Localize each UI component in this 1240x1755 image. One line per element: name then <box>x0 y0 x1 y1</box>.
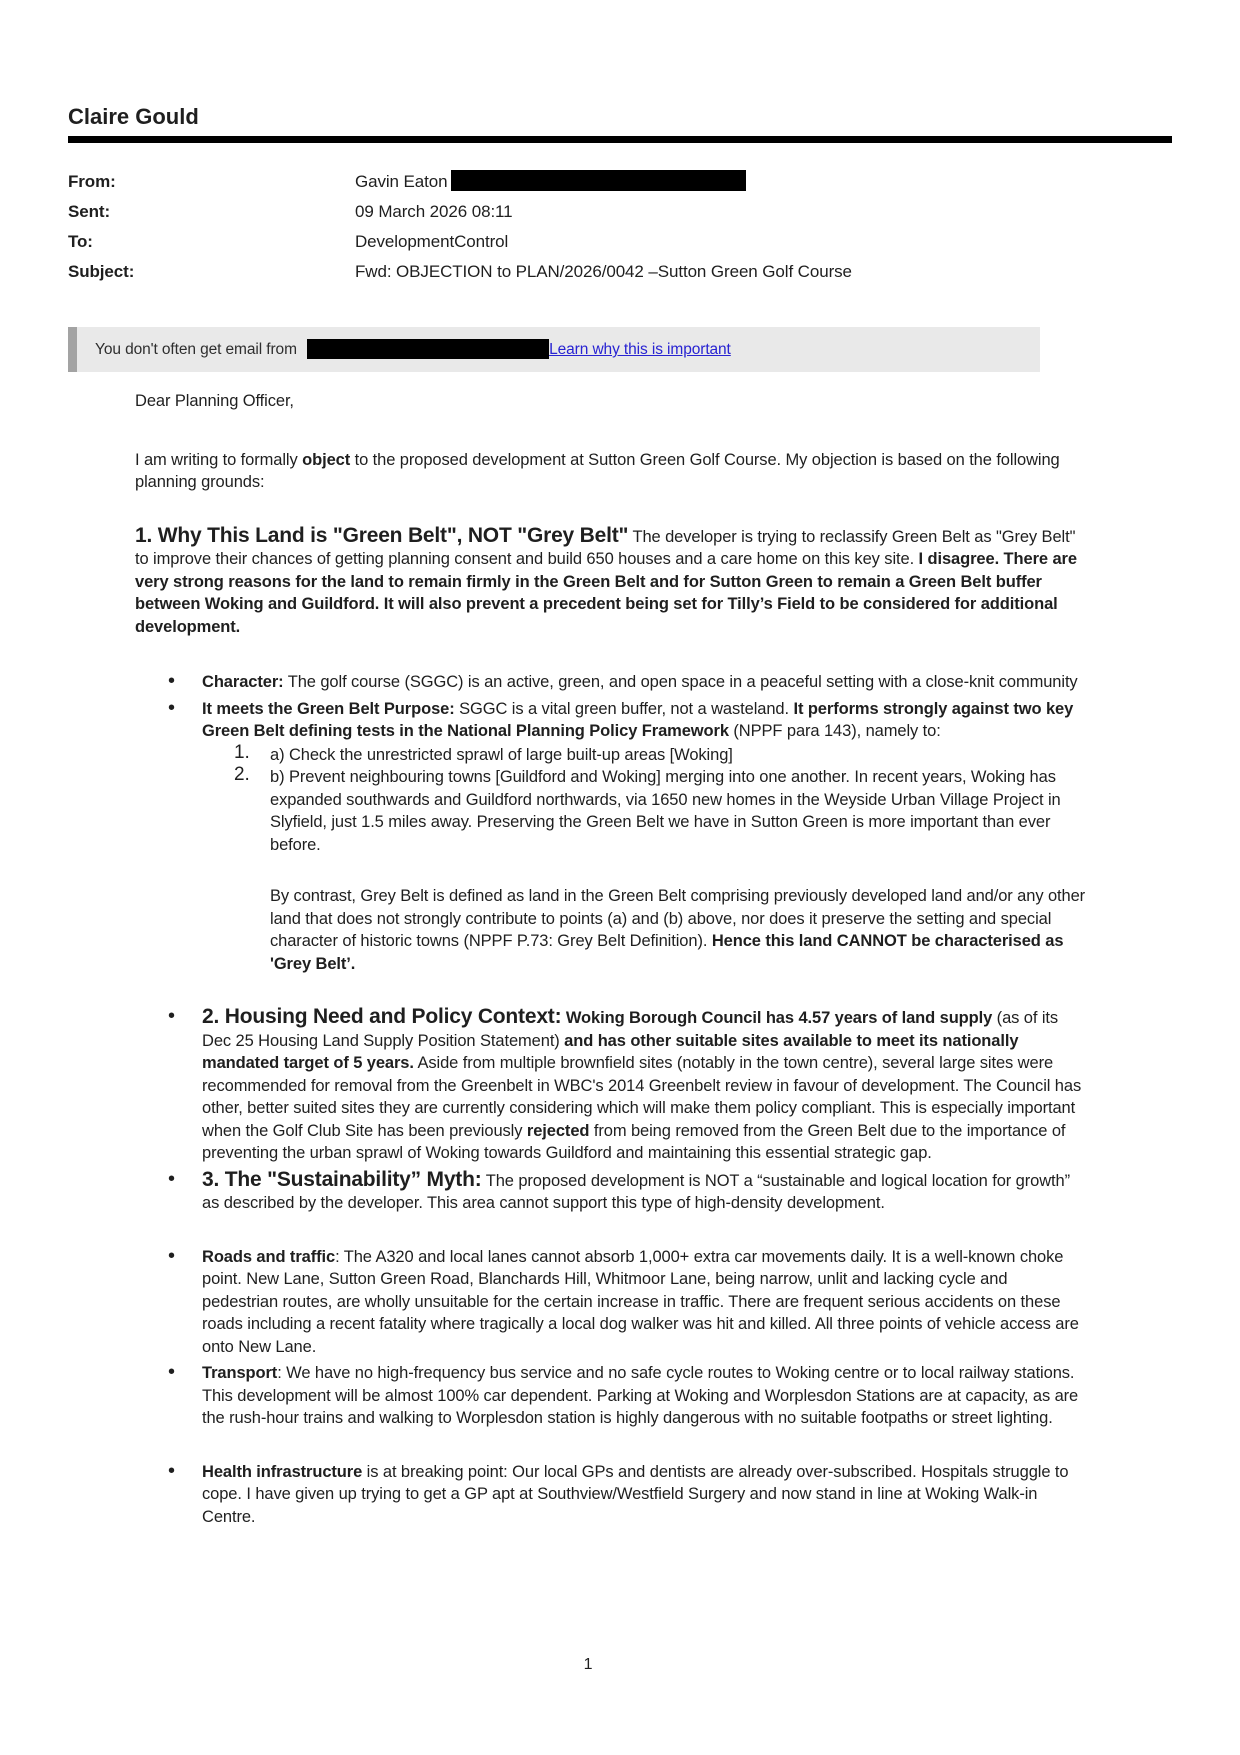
roads-text: : The A320 and local lanes cannot absorb 1,000+ extra car movements daily. It is a well-known choke point. New Lane, Sutton Green Road, Blanchards Hill, Whitmoor Lane, being narrow, unlit and lacking cycle and pedestrian routes, are wholly unsuitable for the certain increase in traffic. There are frequent serious accidents on these roads including a recent fatality where tragically a local dog walker was hit and killed. All three points of vehicle access are onto New Lane. <box>202 1247 1079 1356</box>
character-text: The golf course (SGGC) is an active, green, and open space in a peaceful setting with a close-knit community <box>283 673 1078 691</box>
grey-belt-definition-paragraph <box>270 885 1090 975</box>
to-value: DevelopmentControl <box>355 232 509 251</box>
recipient-name: Claire Gould <box>68 104 199 129</box>
grey-belt-definition-text: By contrast, Grey Belt is defined as land in the Green Belt comprising previously developed land and/or any other land that does not strongly contribute to points (a) and (b) above, nor does it preserve the setting and special character of historic towns (NPPF P.73: Grey Belt Definition). <box>270 887 1086 950</box>
section-1-bold-text: I disagree. There are very strong reasons for the land to remain firmly in the Green Belt and for Sutton Green to remain a Green Belt buffer between Woking and Guildford. It will also prevent a precedent being set for Tilly’s Field to be considered for additional development. <box>135 550 1077 636</box>
housing-bold-target: and has other suitable sites available to meet its nationally mandated target of 5 years. <box>202 1031 1019 1072</box>
housing-bold-supply: Woking Borough Council has 4.57 years of land supply <box>561 1009 993 1027</box>
section-2-heading: 2. Housing Need and Policy Context: <box>202 1005 562 1028</box>
subject-value: Fwd: OBJECTION to PLAN/2026/0042 –Sutton Green Golf Course <box>355 262 852 281</box>
housing-text-cont: Aside from multiple brownfield sites (notably in the town centre), several large sites were recommended for removal from the Greenbelt in WBC's 2014 Greenbelt review in favour of development. The Council has other, better suited sites they are currently considering which will make them policy compliant. This is especially important when the Golf Club Site has been previously <box>202 1054 1082 1140</box>
purpose-bold-text: It performs strongly against two key Green Belt defining tests in the National Planning Policy Framework <box>202 699 1074 740</box>
from-label: From: <box>68 172 116 191</box>
bullet-health-infrastructure <box>135 1461 1085 1529</box>
email-body <box>135 390 1085 1528</box>
header-divider <box>68 136 1172 143</box>
section-1-text: The developer is trying to reclassify Green Belt as "Grey Belt" to improve their chances of getting planning consent and build 650 houses and a care home on this key site. <box>135 527 1076 568</box>
section-1-paragraph <box>135 525 1085 639</box>
intro-text-cont: to the proposed development at Sutton Green Golf Course. My objection is based on the following planning grounds: <box>135 450 1060 491</box>
roads-label: Roads and traffic <box>202 1247 336 1266</box>
nppf-test-a <box>202 744 1080 767</box>
sent-value: 09 March 2026 08:11 <box>355 202 513 221</box>
to-label: To: <box>68 232 93 251</box>
from-value <box>355 167 1172 197</box>
bullet-transport <box>135 1362 1085 1430</box>
housing-text-end: from being removed from the Green Belt due to the importance of preventing the urban sprawl of Woking towards Guildford and maintaining this essential strategic gap. <box>202 1121 1066 1162</box>
intro-text: I am writing to formally <box>135 450 303 469</box>
email-header <box>68 167 1172 287</box>
character-label: Character: <box>202 673 284 691</box>
sent-label: Sent: <box>68 202 111 221</box>
purpose-label: It meets the Green Belt Purpose: <box>202 699 455 718</box>
objection-bullet-list <box>135 671 1085 1528</box>
health-label: Health infrastructure <box>202 1462 363 1481</box>
intro-object-bold: object <box>302 450 351 469</box>
from-row <box>68 167 1172 197</box>
section-3-heading: 3. The "Sustainability” Myth: <box>202 1167 482 1191</box>
sustainability-text: The proposed development is NOT a “sustainable and logical location for growth” as described by the developer. This area cannot support this type of high-density development. <box>202 1171 1071 1212</box>
nppf-test-b <box>202 766 1080 856</box>
redacted-banner-email <box>307 339 549 359</box>
subject-label: Subject: <box>68 262 135 281</box>
nppf-tests-list <box>202 744 1085 857</box>
learn-why-link[interactable]: Learn why this is important <box>549 341 731 358</box>
purpose-text-cont: (NPPF para 143), namely to: <box>728 722 941 740</box>
sender-name: Gavin Eaton <box>355 172 448 191</box>
redacted-sender-email <box>451 170 746 191</box>
section-1-heading: 1. Why This Land is "Green Belt", NOT "Grey Belt" <box>135 523 629 547</box>
transport-text: : We have no high-frequency bus service and no safe cycle routes to Woking centre or to local railway stations. This development will be almost 100% car dependent. Parking at Woking and Worplesdon Stations are at capacity, as are the rush-hour trains and walking to Worplesdon station is highly dangerous with no suitable footpaths or street lighting. <box>202 1364 1079 1427</box>
bullet-roads-traffic <box>135 1246 1085 1359</box>
housing-text: (as of its Dec 25 Housing Land Supply Position Statement) <box>202 1009 1059 1050</box>
banner-text: You don't often get email from <box>95 341 297 358</box>
housing-rejected-bold: rejected <box>526 1121 590 1140</box>
bullet-sustainability-myth <box>135 1169 1085 1215</box>
bullet-character <box>135 671 1085 694</box>
intro-paragraph <box>135 449 1085 494</box>
salutation: Dear Planning Officer, <box>135 392 294 410</box>
grey-belt-conclusion-bold: Hence this land CANNOT be characterised as 'Grey Belt’. <box>270 932 1064 973</box>
sent-row <box>68 197 1172 227</box>
health-text: is at breaking point: Our local GPs and dentists are already over-subscribed. Hospitals struggle to cope. I have given up trying to get a GP apt at Southview/Westfield Surgery and now stand in line at Woking Walk-in Centre. <box>202 1462 1069 1526</box>
transport-label: Transport <box>202 1364 278 1382</box>
external-sender-banner <box>68 327 1040 372</box>
page-number: 1 <box>583 1656 593 1673</box>
subject-row <box>68 257 1172 287</box>
bullet-green-belt-purpose <box>135 698 1085 976</box>
nppf-test-a-text: a) Check the unrestricted sprawl of large built-up areas [Woking] <box>270 745 733 764</box>
nppf-test-b-text: b) Prevent neighbouring towns [Guildford and Woking] merging into one another. In recent years, Woking has expanded southwards and Guildford northwards, via 1650 new homes in the Weyside Urban Village Project in Slyfield, just 1.5 miles away. Preserving the Green Belt we have in Sutton Green is more important than ever before. <box>270 768 1061 854</box>
bullet-housing-need <box>135 1006 1085 1165</box>
to-row <box>68 227 1172 257</box>
purpose-text: SGGC is a vital green buffer, not a wasteland. <box>454 699 794 718</box>
